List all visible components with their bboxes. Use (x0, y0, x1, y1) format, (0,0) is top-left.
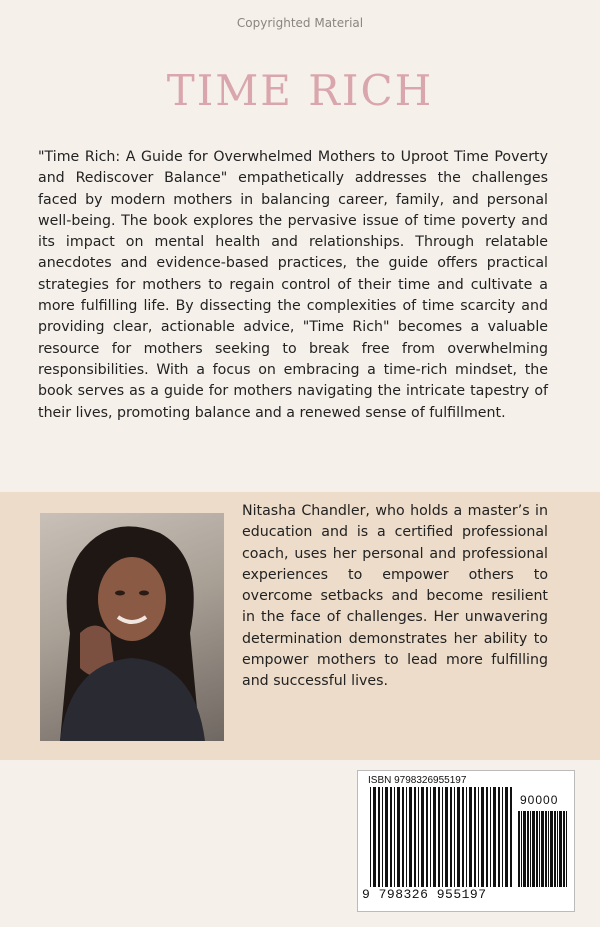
isbn-barcode (357, 770, 575, 912)
isbn-digits: 9 798326 955197 (362, 887, 487, 902)
book-blurb: "Time Rich: A Guide for Overwhelmed Mothers to Uproot Time Poverty and Rediscover Balance" empathetically addresses the challenges faced by modern mothers in balancing career, family, and personal well-being. The book explores the pervasive issue of time poverty and its impact on mental health and relationships. Through relatable anecdotes and evidence-based practices, the guide offers practical strategies for mothers to regain control of their time and cultivate a more fulfilling life. By dissecting the complexities of time scarcity and providing clear, actionable advice, "Time Rich" becomes a valuable resource for mothers seeking to break free from overwhelming responsibilities. With a focus on embracing a time-rich mindset, the book serves as a guide for mothers navigating the intricate tapestry of their lives, promoting balance and a renewed sense of fulfillment. (38, 149, 548, 421)
book-title: TIME RICH (166, 66, 434, 115)
addon-barcode-bars (518, 811, 568, 887)
author-photo (40, 513, 224, 741)
price-code: 90000 (520, 793, 559, 807)
barcode-bars (370, 787, 512, 887)
isbn-label: ISBN 9798326955197 (368, 775, 467, 786)
copyright-notice: Copyrighted Material (236, 16, 364, 30)
author-section (0, 492, 600, 760)
author-bio: Nitasha Chandler, who holds a master’s in education and is a certified professional coach, uses her personal and professional experiences to empower others to overcome setbacks and become resilient in the face of challenges. Her unwavering determination demonstrates her ability to empower mothers to lead more fulfilling and successful lives. (242, 503, 548, 690)
